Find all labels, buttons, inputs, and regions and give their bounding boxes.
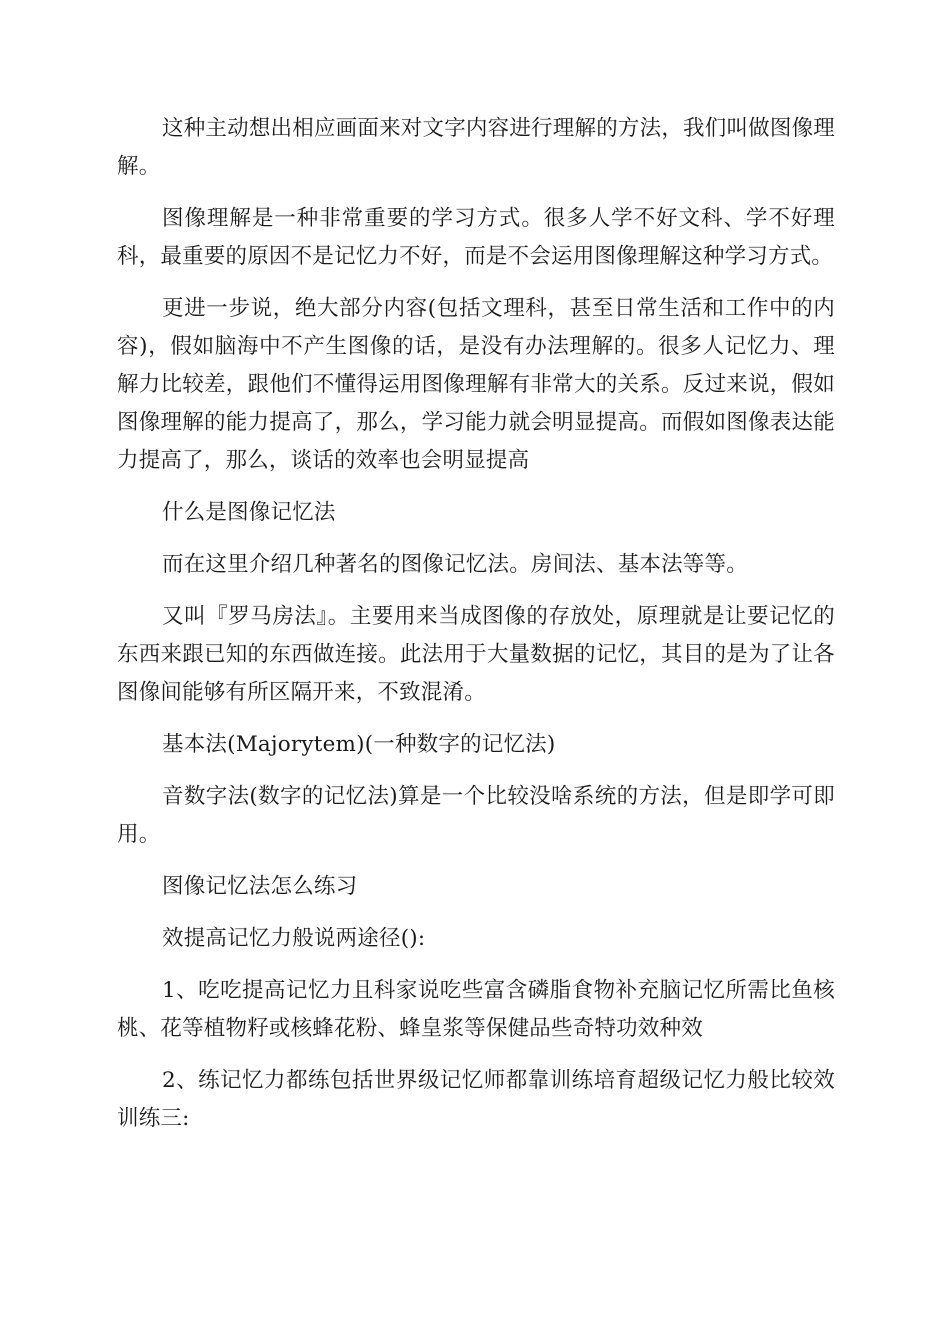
paragraph-methods-intro: 而在这里介绍几种著名的图像记忆法。房间法、基本法等等。 [162,552,748,577]
heading-how-to-practice: 图像记忆法怎么练习 [162,874,358,899]
paragraph-phonetic-number-method: 音数字法(数字的记忆法)算是一个比较没啥系统的方法，但是即学可即用。 [117,784,835,847]
paragraph-image-understanding-importance: 图像理解是一种非常重要的学习方式。很多人学不好文科、学不好理科，最重要的原因不是记忆力不好，而是不会运用图像理解这种学习方式。 [117,206,835,269]
list-item-2-train: 2、练记忆力都练包括世界级记忆师都靠训练培育超级记忆力般比较效训练三: [117,1068,835,1131]
paragraph-image-understanding-definition: 这种主动想出相应画面来对文字内容进行理解的方法，我们叫做图像理解。 [117,116,835,179]
paragraph-two-ways: 效提高记忆力般说两途径(): [162,926,426,951]
heading-major-system: 基本法(Majorytem)(一种数字的记忆法) [162,732,556,757]
paragraph-roman-room-method: 又叫『罗马房法』。主要用来当成图像的存放处，原理就是让要记忆的东西来跟已知的东西做连接。此法用于大量数据的记忆，其目的是为了让各图像间能够有所区隔开来，不致混淆。 [117,604,835,705]
list-item-1-eat: 1、吃吃提高记忆力且科家说吃些富含磷脂食物补充脑记忆所需比鱼核桃、花等植物籽或核蜂花粉、蜂皇浆等保健品些奇特功效种效 [117,978,835,1041]
document-page [117,110,835,1152]
heading-what-is-image-memory: 什么是图像记忆法 [162,500,336,525]
paragraph-further-explanation: 更进一步说，绝大部分内容(包括文理科，甚至日常生活和工作中的内容)，假如脑海中不产生图像的话，是没有办法理解的。很多人记忆力、理解力比较差，跟他们不懂得运用图像理解有非常大的关系。反过来说，假如图像理解的能力提高了，那么，学习能力就会明显提高。而假如图像表达能力提高了，那么，谈话的效率也会明显提高 [117,296,835,473]
